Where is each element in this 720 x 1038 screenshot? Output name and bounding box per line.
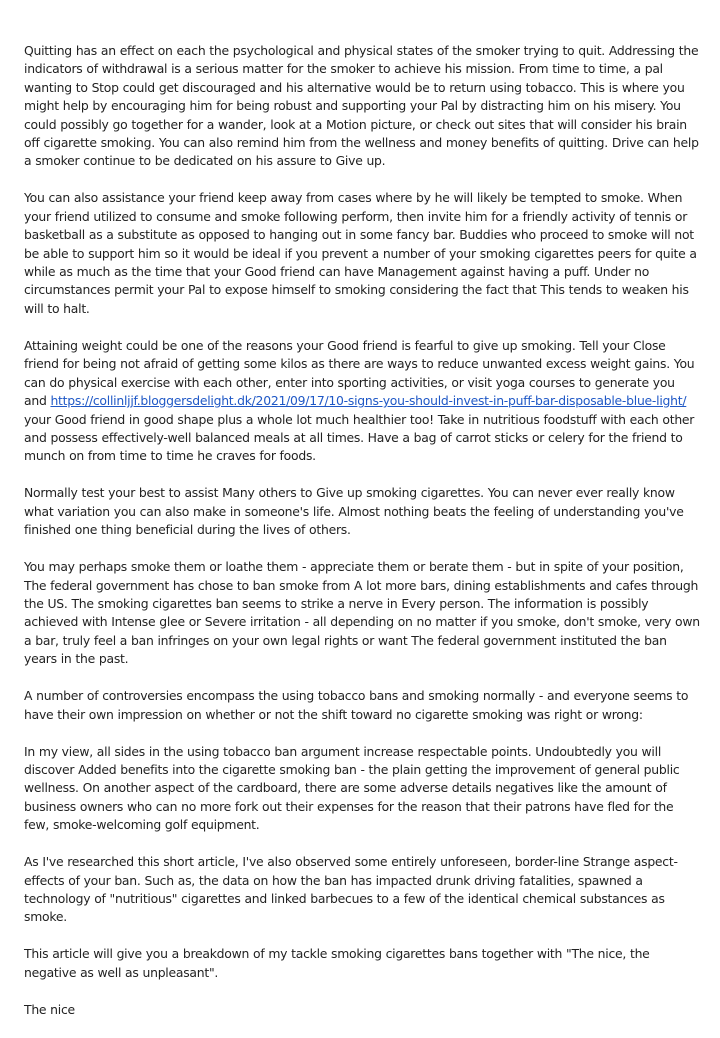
paragraph-breakdown: This article will give you a breakdown of my tackle smoking cigarettes bans together with "The nice, the negative as well as unpleasant". bbox=[24, 946, 650, 980]
paragraph-weight-gain-text-end: your Good friend in good shape plus a whole lot much healthier too! Take in nutritious foodstuff with each other and possess effectively-well balanced meals at all times. Have a bag of carrot sticks or celery for the friend to munch on from time to time he craves for foods. bbox=[24, 411, 695, 464]
paragraph-smoking-ban: You may perhaps smoke them or loathe them - appreciate them or berate them - but in spite of your position, The federal government has chose to ban smoke from A lot more bars, dining establishments and cafes through the US. The smoking cigarettes ban seems to strike a nerve in Every person. The information is possibly achieved with Intense glee or Severe irritation - all depending on no matter if you smoke, don't smoke, very own a bar, truly feel a ban infringes on your own legal rights or want The federal government instituted the ban years in the past. bbox=[24, 559, 700, 667]
paragraph-quitting-effects: Quitting has an effect on each the psychological and physical states of the smoker trying to quit. Addressing the indicators of withdrawal is a serious matter for the smoker to achieve his mission. From time to time, a pal wanting to Stop could get discouraged and his alternative would be to return using tobacco. This is where you might help by encouraging him for being robust and supporting your Pal by distracting him on his misery. You could possibly go together for a wander, look at a Motion picture, or check out sites that will consider his brain off cigarette smoking. You can also remind him from the wellness and money benefits of quitting. Drive can help a smoker continue to be dedicated on his assure to Give up. bbox=[24, 43, 699, 169]
paragraph-weight-gain-text-start: Attaining weight could be one of the reasons your Good friend is fearful to give up smoking. Tell your Close friend for being not afraid of getting some kilos as there are ways to reduce unwanted excess weight gains. You can do physical exercise with each other, enter into sporting activities, or visit yoga courses to generate you and bbox=[24, 337, 695, 409]
article-link[interactable]: https://collinljjf.bloggersdelight.dk/2021/09/17/10-signs-you-should-invest-in-puff-bar-disposable-blue-light/ bbox=[50, 393, 687, 409]
paragraph-controversies: A number of controversies encompass the using tobacco bans and smoking normally - and everyone seems to have their own impression on whether or not the shift toward no cigarette smoking was right or wrong: bbox=[24, 688, 689, 722]
article-body bbox=[24, 42, 700, 1038]
paragraph-side-effects: As I've researched this short article, I've also observed some entirely unforeseen, border-line Strange aspect-effects of your ban. Such as, the data on how the ban has impacted drunk driving fatalities, spawned a technology of "nutritious" cigarettes and linked barbecues to a few of the identical chemical substances as smoke. bbox=[24, 854, 678, 925]
section-heading-the-nice: The nice bbox=[24, 1001, 75, 1017]
paragraph-my-view: In my view, all sides in the using tobacco ban argument increase respectable points. Undoubtedly you will discover Added benefits into the cigarette smoking ban - the plain getting the improvement of general public wellness. On another aspect of the cardboard, there are some adverse details negatives like the amount of business owners who can no more fork out their expenses for the reason that their patrons have fled for the few, smoke-welcoming golf equipment. bbox=[24, 743, 680, 833]
paragraph-weight-gain bbox=[24, 337, 700, 466]
paragraph-help-others: Normally test your best to assist Many others to Give up smoking cigarettes. You can never ever really know what variation you can also make in someone's life. Almost nothing beats the feeling of understanding you've finished one thing beneficial during the lives of others. bbox=[24, 485, 684, 538]
paragraph-avoid-temptation: You can also assistance your friend keep away from cases where by he will likely be tempted to smoke. When your friend utilized to consume and smoke following perform, then invite him for a friendly activity of tennis or basketball as a substitute as opposed to hanging out in some fancy bar. Buddies who proceed to smoke will not be able to support him so it would be ideal if you prevent a number of your smoking cigarettes peers for quite a while as much as the time that your Good friend can have Management against having a puff. Under no circumstances permit your Pal to expose himself to smoking considering the fact that This tends to weaken his will to halt. bbox=[24, 190, 697, 316]
